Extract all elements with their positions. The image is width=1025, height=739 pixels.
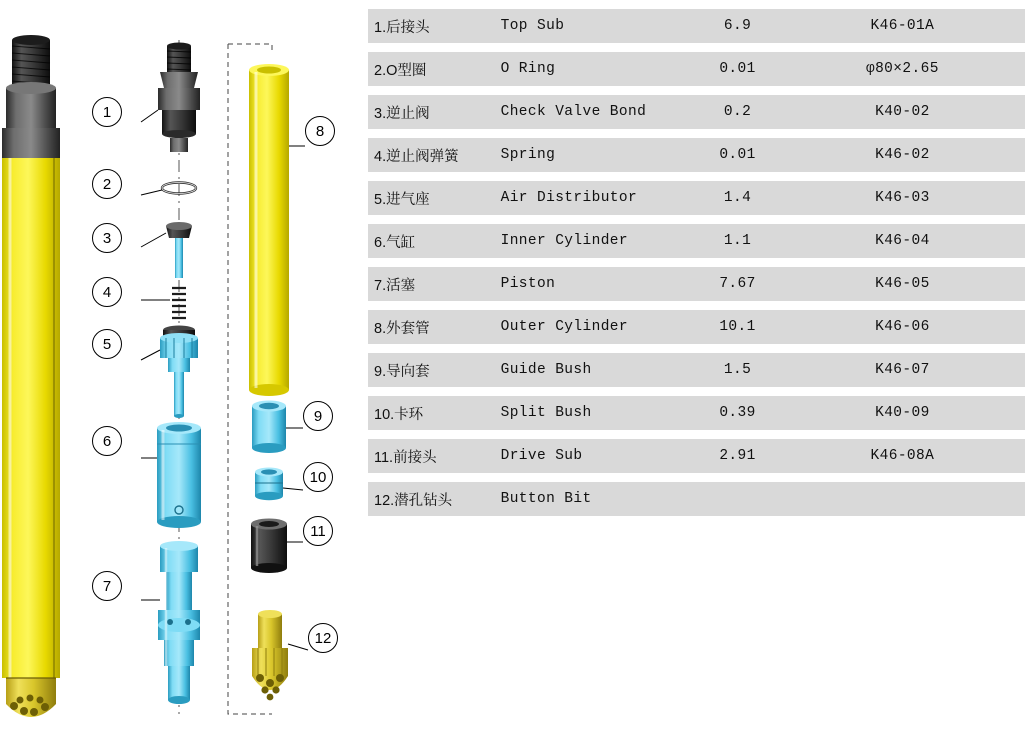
part-button-bit — [252, 610, 288, 700]
part-name-en: Piston — [493, 267, 696, 301]
part-weight — [695, 482, 780, 516]
table-row — [368, 353, 1025, 387]
part-code: φ80×2.65 — [780, 52, 1025, 86]
part-name-cn: 5.进气座 — [368, 181, 493, 215]
part-drive-sub — [251, 519, 287, 574]
part-name-cn: 3.逆止阀 — [368, 95, 493, 129]
part-check-valve — [166, 222, 192, 278]
table-row — [368, 310, 1025, 344]
part-name-cn: 11.前接头 — [368, 439, 493, 473]
part-code: K46-07 — [780, 353, 1025, 387]
part-weight: 10.1 — [695, 310, 780, 344]
table-row — [368, 9, 1025, 43]
part-top-sub — [158, 43, 200, 153]
part-inner-cylinder — [157, 422, 201, 528]
table-row — [368, 267, 1025, 301]
part-name-cn: 8.外套管 — [368, 310, 493, 344]
part-name-cn: 10.卡环 — [368, 396, 493, 430]
assembled-button-bit — [6, 678, 56, 717]
part-guide-bush — [252, 401, 286, 454]
part-name-en: Guide Bush — [493, 353, 696, 387]
part-code — [780, 482, 1025, 516]
part-code: K46-02 — [780, 138, 1025, 172]
part-weight: 0.39 — [695, 396, 780, 430]
callout-7: 7 — [92, 571, 122, 601]
part-weight: 1.4 — [695, 181, 780, 215]
part-name-en: Inner Cylinder — [493, 224, 696, 258]
leader-1 — [141, 110, 158, 122]
callout-9: 9 — [303, 401, 333, 431]
leader-10 — [283, 488, 303, 490]
part-name-en: Spring — [493, 138, 696, 172]
callout-11: 11 — [303, 516, 333, 546]
part-name-en: O Ring — [493, 52, 696, 86]
assembled-hammer — [2, 35, 60, 717]
callout-12: 12 — [308, 623, 338, 653]
part-code: K46-06 — [780, 310, 1025, 344]
part-code: K46-08A — [780, 439, 1025, 473]
callout-6: 6 — [92, 426, 122, 456]
callout-10: 10 — [303, 462, 333, 492]
part-outer-cylinder — [249, 64, 289, 396]
part-name-cn: 7.活塞 — [368, 267, 493, 301]
part-weight: 2.91 — [695, 439, 780, 473]
part-code: K46-04 — [780, 224, 1025, 258]
table-row — [368, 95, 1025, 129]
part-weight: 1.5 — [695, 353, 780, 387]
leader-5 — [141, 350, 160, 360]
hammer-exploded-diagram — [0, 0, 365, 734]
callout-1: 1 — [92, 97, 122, 127]
table-row — [368, 224, 1025, 258]
part-piston — [158, 541, 200, 704]
part-name-en: Check Valve Bond — [493, 95, 696, 129]
callout-8: 8 — [305, 116, 335, 146]
bracket-top — [228, 44, 272, 54]
part-weight: 0.01 — [695, 138, 780, 172]
parts-list-table — [368, 0, 1025, 525]
part-weight: 6.9 — [695, 9, 780, 43]
callout-5: 5 — [92, 329, 122, 359]
assembled-top-thread — [12, 35, 50, 88]
callout-4: 4 — [92, 277, 122, 307]
part-weight: 7.67 — [695, 267, 780, 301]
part-code: K40-02 — [780, 95, 1025, 129]
table-row — [368, 181, 1025, 215]
part-name-en: Split Bush — [493, 396, 696, 430]
part-name-cn: 4.逆止阀弹簧 — [368, 138, 493, 172]
part-name-cn: 6.气缸 — [368, 224, 493, 258]
exploded-column-right — [228, 44, 308, 714]
part-weight: 0.2 — [695, 95, 780, 129]
leader-2 — [141, 190, 162, 195]
table-row — [368, 52, 1025, 86]
part-name-cn: 9.导向套 — [368, 353, 493, 387]
callout-2: 2 — [92, 169, 122, 199]
part-code: K46-01A — [780, 9, 1025, 43]
exploded-column-left — [141, 40, 201, 714]
part-weight: 0.01 — [695, 52, 780, 86]
table-row — [368, 138, 1025, 172]
part-code: K40-09 — [780, 396, 1025, 430]
table-row — [368, 396, 1025, 430]
diagram-svg — [0, 0, 365, 734]
part-split-bush — [255, 468, 283, 501]
leader-3 — [141, 233, 166, 247]
part-name-en: Outer Cylinder — [493, 310, 696, 344]
leader-12 — [288, 644, 308, 650]
part-name-en: Top Sub — [493, 9, 696, 43]
part-name-cn: 2.O型圈 — [368, 52, 493, 86]
part-code: K46-03 — [780, 181, 1025, 215]
part-name-en: Drive Sub — [493, 439, 696, 473]
part-name-en: Air Distributor — [493, 181, 696, 215]
part-code: K46-05 — [780, 267, 1025, 301]
part-name-cn: 1.后接头 — [368, 9, 493, 43]
part-name-cn: 12.潜孔钻头 — [368, 482, 493, 516]
table-row — [368, 482, 1025, 516]
part-name-en: Button Bit — [493, 482, 696, 516]
part-weight: 1.1 — [695, 224, 780, 258]
part-air-distributor — [160, 326, 198, 419]
table-row — [368, 439, 1025, 473]
callout-3: 3 — [92, 223, 122, 253]
